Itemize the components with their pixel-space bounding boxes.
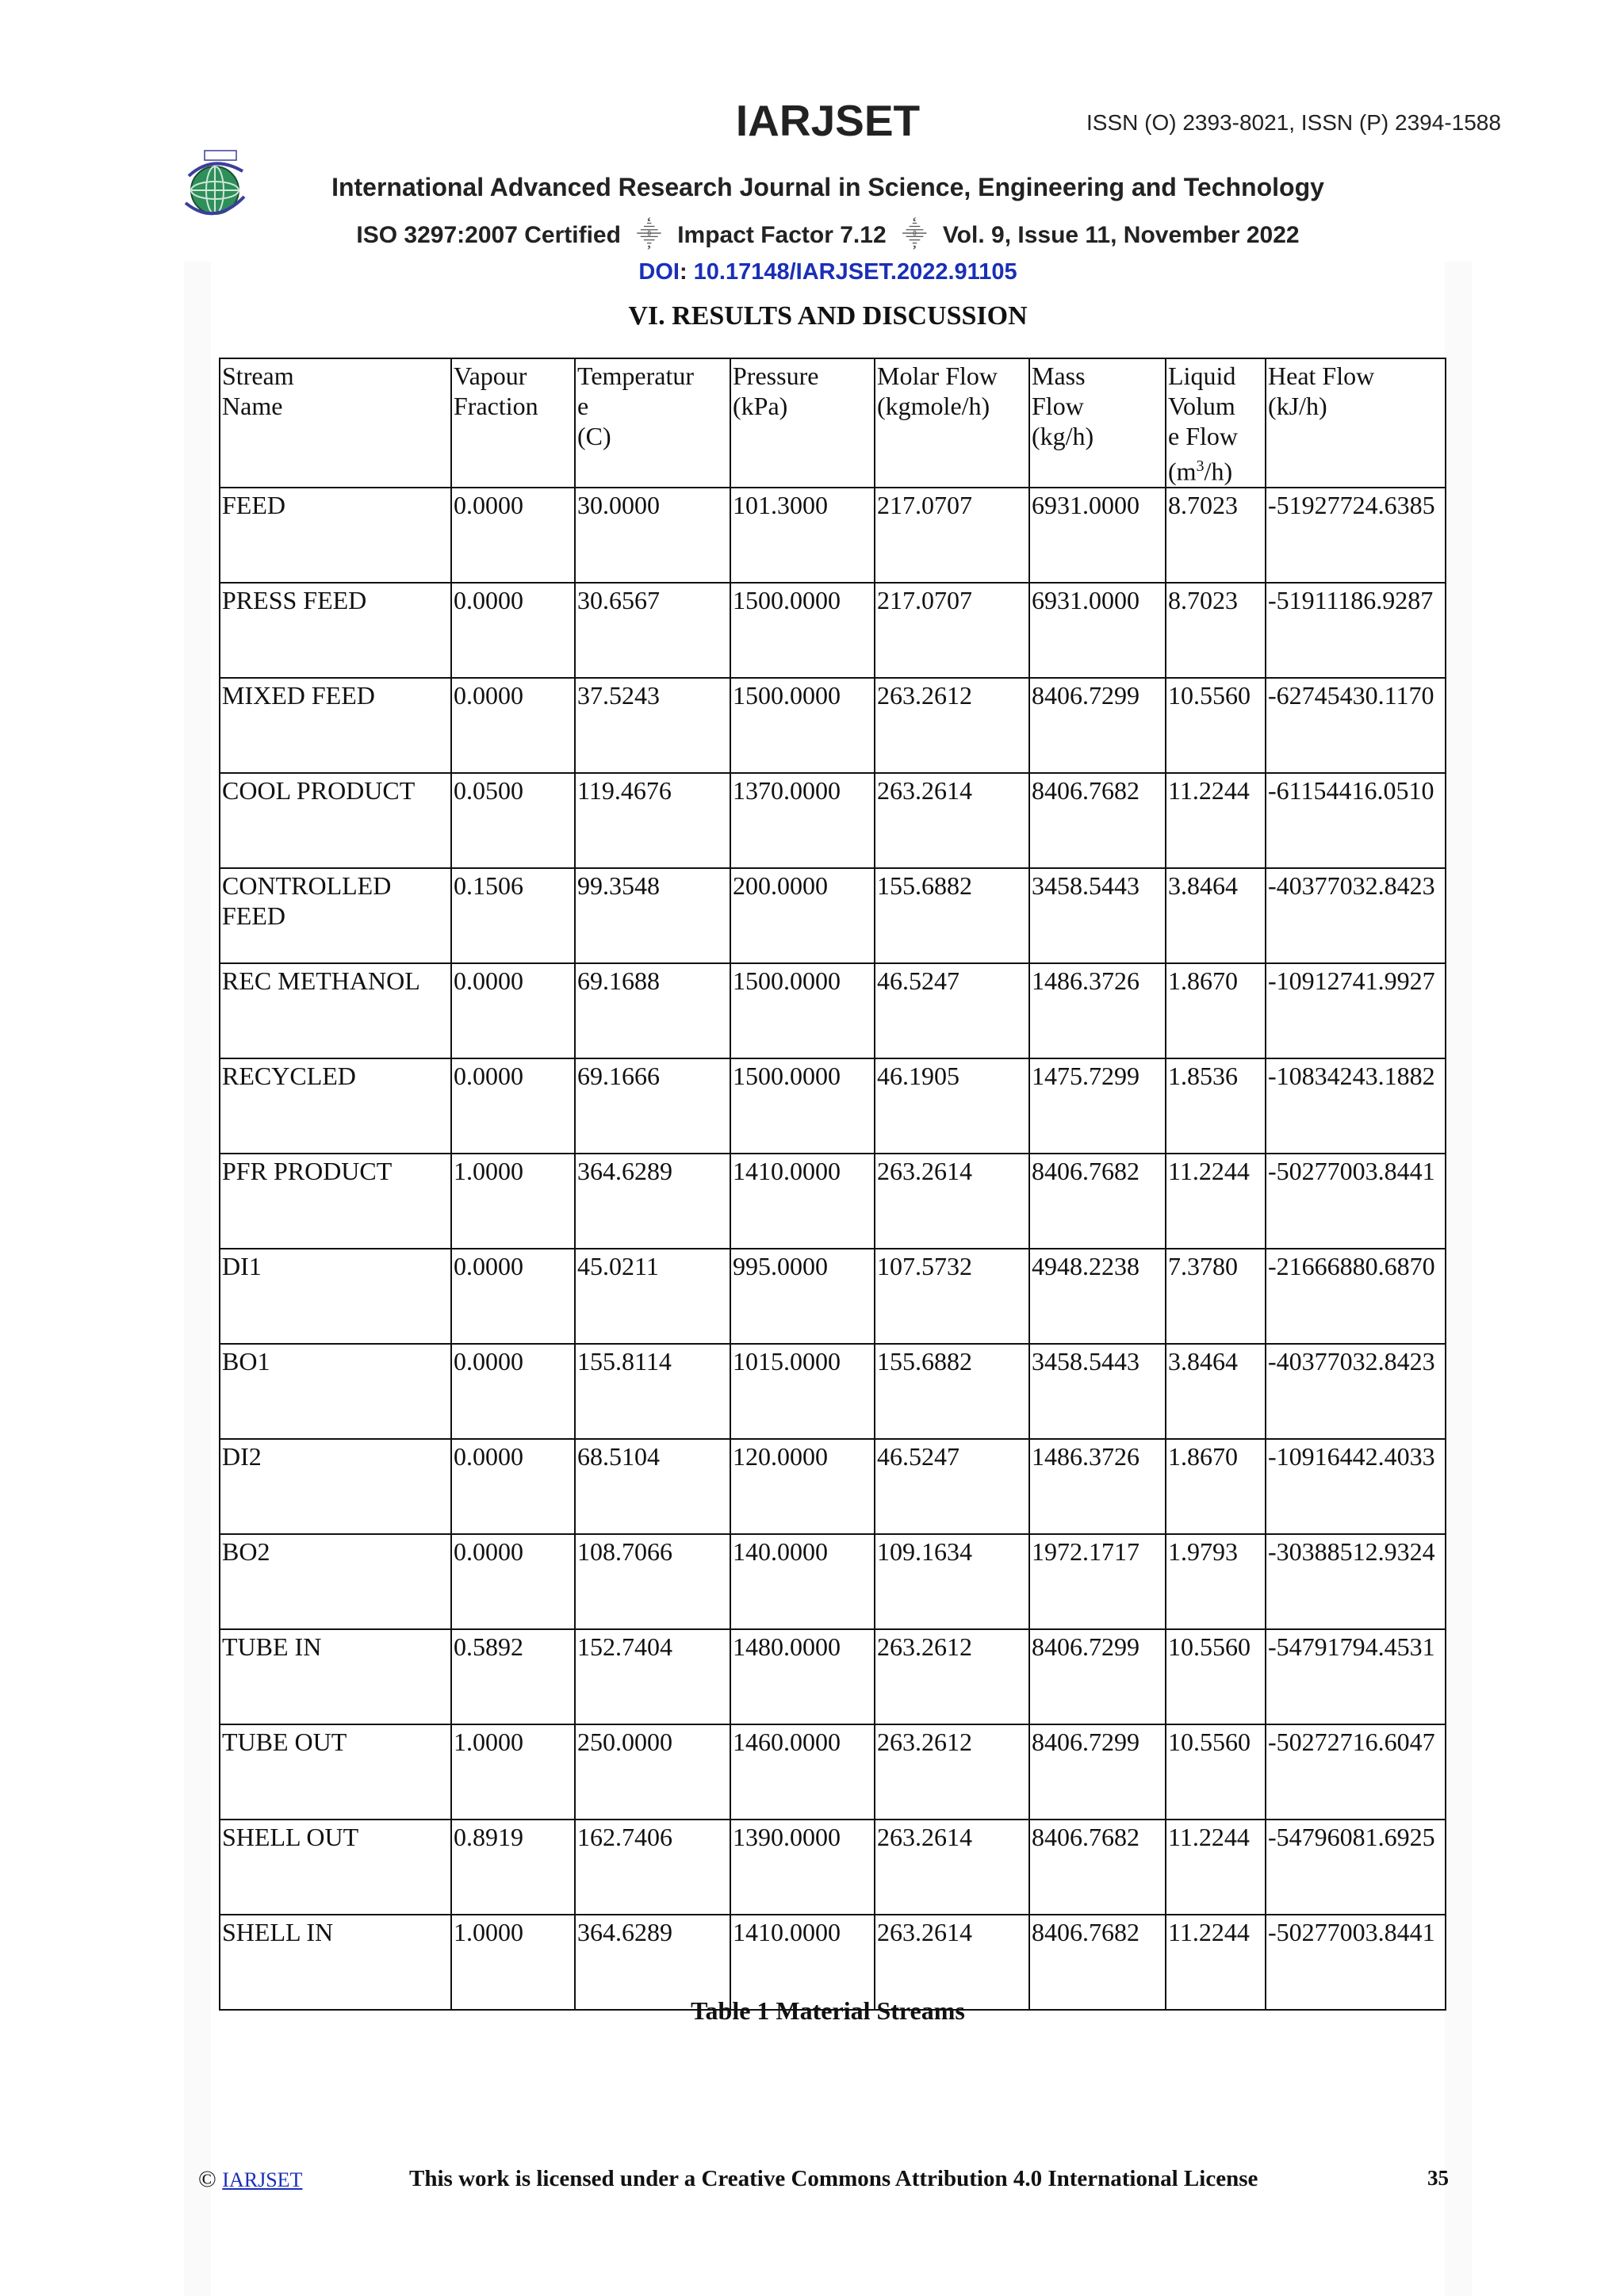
cell-mass-flow: 1972.1717 <box>1029 1534 1166 1629</box>
cell-heat-flow: -10834243.1882 <box>1266 1058 1446 1154</box>
cell-vapour-fraction: 0.0500 <box>451 773 575 868</box>
cell-temperature: 30.6567 <box>575 583 730 678</box>
cell-temperature: 155.8114 <box>575 1344 730 1439</box>
cell-mass-flow: 8406.7682 <box>1029 1915 1166 2010</box>
cell-pressure: 1480.0000 <box>730 1629 875 1724</box>
cell-heat-flow: -50277003.8441 <box>1266 1154 1446 1249</box>
col-header-pressure: Pressure (kPa) <box>730 358 875 488</box>
cell-vapour-fraction: 1.0000 <box>451 1915 575 2010</box>
cell-mass-flow: 8406.7682 <box>1029 1154 1166 1249</box>
cell-stream-name: BO2 <box>220 1534 451 1629</box>
cell-molar-flow: 46.5247 <box>875 963 1029 1058</box>
cell-pressure: 200.0000 <box>730 868 875 963</box>
cell-liquid-volume-flow: 11.2244 <box>1166 1820 1266 1915</box>
cell-heat-flow: -10912741.9927 <box>1266 963 1446 1058</box>
cell-stream-name: CONTROLLED FEED <box>220 868 451 963</box>
cell-vapour-fraction: 1.0000 <box>451 1154 575 1249</box>
cell-vapour-fraction: 0.0000 <box>451 1439 575 1534</box>
cell-pressure: 1500.0000 <box>730 963 875 1058</box>
cell-heat-flow: -40377032.8423 <box>1266 868 1446 963</box>
cell-vapour-fraction: 0.8919 <box>451 1820 575 1915</box>
table-row <box>220 1915 1446 2010</box>
cell-molar-flow: 107.5732 <box>875 1249 1029 1344</box>
col-header-stream-name: Stream Name <box>220 358 451 488</box>
cell-vapour-fraction: 0.5892 <box>451 1629 575 1724</box>
cell-liquid-volume-flow: 1.9793 <box>1166 1534 1266 1629</box>
cell-liquid-volume-flow: 1.8536 <box>1166 1058 1266 1154</box>
cell-vapour-fraction: 0.0000 <box>451 583 575 678</box>
cell-temperature: 37.5243 <box>575 678 730 773</box>
table-row <box>220 583 1446 678</box>
cell-mass-flow: 3458.5443 <box>1029 868 1166 963</box>
cell-mass-flow: 6931.0000 <box>1029 488 1166 583</box>
cell-heat-flow: -30388512.9324 <box>1266 1534 1446 1629</box>
cell-stream-name: REC METHANOL <box>220 963 451 1058</box>
table-row <box>220 488 1446 583</box>
cell-heat-flow: -50272716.6047 <box>1266 1724 1446 1820</box>
iarjset-footer-link[interactable]: IARJSET <box>222 2168 303 2191</box>
cell-temperature: 30.0000 <box>575 488 730 583</box>
table-row <box>220 1724 1446 1820</box>
cell-mass-flow: 8406.7682 <box>1029 1820 1166 1915</box>
cell-temperature: 45.0211 <box>575 1249 730 1344</box>
table-row <box>220 1820 1446 1915</box>
cell-mass-flow: 1486.3726 <box>1029 963 1166 1058</box>
cell-pressure: 101.3000 <box>730 488 875 583</box>
cell-stream-name: FEED <box>220 488 451 583</box>
section-title: VI. RESULTS AND DISCUSSION <box>628 301 1028 331</box>
cell-temperature: 364.6289 <box>575 1915 730 2010</box>
table-row <box>220 1439 1446 1534</box>
cell-stream-name: TUBE IN <box>220 1629 451 1724</box>
cell-mass-flow: 8406.7299 <box>1029 1724 1166 1820</box>
iso-certified: ISO 3297:2007 Certified <box>356 222 621 248</box>
cell-temperature: 68.5104 <box>575 1439 730 1534</box>
cell-stream-name: SHELL OUT <box>220 1820 451 1915</box>
journal-full-title: International Advanced Research Journal in Science, Engineering and Technology <box>331 173 1324 201</box>
col-header-molar-flow: Molar Flow (kgmole/h) <box>875 358 1029 488</box>
page-number: 35 <box>1427 2166 1449 2190</box>
cell-stream-name: TUBE OUT <box>220 1724 451 1820</box>
cell-pressure: 995.0000 <box>730 1249 875 1344</box>
cell-vapour-fraction: 0.0000 <box>451 1249 575 1344</box>
cell-vapour-fraction: 0.1506 <box>451 868 575 963</box>
cell-liquid-volume-flow: 3.8464 <box>1166 1344 1266 1439</box>
table-row <box>220 1154 1446 1249</box>
table-row <box>220 1249 1446 1344</box>
separator-icon: ⸎ <box>636 222 662 248</box>
table-row <box>220 773 1446 868</box>
cell-vapour-fraction: 0.0000 <box>451 488 575 583</box>
cell-molar-flow: 263.2612 <box>875 1724 1029 1820</box>
cell-heat-flow: -62745430.1170 <box>1266 678 1446 773</box>
footer-license: This work is licensed under a Creative Commons Attribution 4.0 International License <box>409 2166 1258 2191</box>
cell-molar-flow: 263.2614 <box>875 1915 1029 2010</box>
cell-heat-flow: -21666880.6870 <box>1266 1249 1446 1344</box>
copyright-symbol: © <box>198 2166 216 2192</box>
impact-factor: Impact Factor 7.12 <box>677 222 887 248</box>
cell-mass-flow: 4948.2238 <box>1029 1249 1166 1344</box>
certification-line <box>0 217 1624 250</box>
cell-stream-name: SHELL IN <box>220 1915 451 2010</box>
cell-liquid-volume-flow: 11.2244 <box>1166 1154 1266 1249</box>
cell-heat-flow: -61154416.0510 <box>1266 773 1446 868</box>
cell-pressure: 1500.0000 <box>730 583 875 678</box>
separator-icon: ⸎ <box>902 222 927 248</box>
cell-stream-name: DI2 <box>220 1439 451 1534</box>
cell-molar-flow: 155.6882 <box>875 1344 1029 1439</box>
cell-molar-flow: 263.2612 <box>875 678 1029 773</box>
table-row <box>220 1629 1446 1724</box>
cell-molar-flow: 217.0707 <box>875 488 1029 583</box>
cell-pressure: 1500.0000 <box>730 1058 875 1154</box>
cell-vapour-fraction: 0.0000 <box>451 1058 575 1154</box>
cell-mass-flow: 8406.7682 <box>1029 773 1166 868</box>
cell-vapour-fraction: 0.0000 <box>451 1534 575 1629</box>
cell-pressure: 1410.0000 <box>730 1915 875 2010</box>
cell-temperature: 99.3548 <box>575 868 730 963</box>
cell-liquid-volume-flow: 3.8464 <box>1166 868 1266 963</box>
cell-heat-flow: -40377032.8423 <box>1266 1344 1446 1439</box>
cell-stream-name: DI1 <box>220 1249 451 1344</box>
cell-temperature: 250.0000 <box>575 1724 730 1820</box>
cell-stream-name: MIXED FEED <box>220 678 451 773</box>
cell-molar-flow: 217.0707 <box>875 583 1029 678</box>
cell-vapour-fraction: 1.0000 <box>451 1724 575 1820</box>
table-caption: Table 1 Material Streams <box>691 1996 965 2025</box>
col-header-vapour-fraction: Vapour Fraction <box>451 358 575 488</box>
cell-stream-name: PFR PRODUCT <box>220 1154 451 1249</box>
cell-heat-flow: -54791794.4531 <box>1266 1629 1446 1724</box>
cell-molar-flow: 109.1634 <box>875 1534 1029 1629</box>
cell-mass-flow: 1486.3726 <box>1029 1439 1166 1534</box>
issn-line: ISSN (O) 2393-8021, ISSN (P) 2394-1588 <box>1086 110 1501 135</box>
cell-liquid-volume-flow: 11.2244 <box>1166 1915 1266 2010</box>
cell-temperature: 162.7406 <box>575 1820 730 1915</box>
cell-mass-flow: 3458.5443 <box>1029 1344 1166 1439</box>
col-header-temperature: Temperatur e (C) <box>575 358 730 488</box>
left-margin-band <box>184 262 211 2296</box>
volume-issue: Vol. 9, Issue 11, November 2022 <box>942 222 1300 248</box>
cell-molar-flow: 263.2614 <box>875 773 1029 868</box>
cell-pressure: 1460.0000 <box>730 1724 875 1820</box>
cell-liquid-volume-flow: 1.8670 <box>1166 963 1266 1058</box>
cell-mass-flow: 8406.7299 <box>1029 1629 1166 1724</box>
table-row <box>220 678 1446 773</box>
cell-pressure: 1015.0000 <box>730 1344 875 1439</box>
table-body <box>220 488 1446 2010</box>
col-header-heat-flow: Heat Flow (kJ/h) <box>1266 358 1446 488</box>
cell-mass-flow: 6931.0000 <box>1029 583 1166 678</box>
cell-pressure: 140.0000 <box>730 1534 875 1629</box>
cell-heat-flow: -54796081.6925 <box>1266 1820 1446 1915</box>
cell-molar-flow: 263.2614 <box>875 1154 1029 1249</box>
cell-vapour-fraction: 0.0000 <box>451 1344 575 1439</box>
col-header-mass-flow: Mass Flow (kg/h) <box>1029 358 1166 488</box>
cell-temperature: 119.4676 <box>575 773 730 868</box>
right-margin-band <box>1445 262 1472 2296</box>
cell-temperature: 108.7066 <box>575 1534 730 1629</box>
table-row <box>220 1534 1446 1629</box>
cell-heat-flow: -10916442.4033 <box>1266 1439 1446 1534</box>
cell-molar-flow: 46.5247 <box>875 1439 1029 1534</box>
cell-liquid-volume-flow: 7.3780 <box>1166 1249 1266 1344</box>
cell-vapour-fraction: 0.0000 <box>451 963 575 1058</box>
cell-pressure: 1390.0000 <box>730 1820 875 1915</box>
cell-temperature: 364.6289 <box>575 1154 730 1249</box>
cell-mass-flow: 1475.7299 <box>1029 1058 1166 1154</box>
doi-line: DOI: 10.17148/IARJSET.2022.91105 <box>638 259 1017 285</box>
cell-pressure: 1500.0000 <box>730 678 875 773</box>
cell-liquid-volume-flow: 10.5560 <box>1166 1724 1266 1820</box>
cell-pressure: 1410.0000 <box>730 1154 875 1249</box>
cell-liquid-volume-flow: 1.8670 <box>1166 1439 1266 1534</box>
cell-temperature: 69.1666 <box>575 1058 730 1154</box>
doi-label: DOI <box>638 259 680 285</box>
col-header-liquid-volume-flow: Liquid Volum e Flow $(m^3/h)$ <box>1166 358 1266 488</box>
cell-pressure: 120.0000 <box>730 1439 875 1534</box>
material-streams-table <box>219 358 1446 2011</box>
table-row <box>220 1344 1446 1439</box>
cell-molar-flow: 263.2614 <box>875 1820 1029 1915</box>
cell-stream-name: PRESS FEED <box>220 583 451 678</box>
cell-liquid-volume-flow: 8.7023 <box>1166 488 1266 583</box>
cell-molar-flow: 263.2612 <box>875 1629 1029 1724</box>
cell-stream-name: BO1 <box>220 1344 451 1439</box>
cell-vapour-fraction: 0.0000 <box>451 678 575 773</box>
cell-liquid-volume-flow: 8.7023 <box>1166 583 1266 678</box>
footer-copyright <box>198 2166 302 2193</box>
cell-stream-name: COOL PRODUCT <box>220 773 451 868</box>
cell-pressure: 1370.0000 <box>730 773 875 868</box>
doi-link[interactable]: 10.17148/IARJSET.2022.91105 <box>693 259 1017 285</box>
cell-stream-name: RECYCLED <box>220 1058 451 1154</box>
cell-molar-flow: 46.1905 <box>875 1058 1029 1154</box>
table-header-row <box>220 358 1446 488</box>
cell-liquid-volume-flow: 10.5560 <box>1166 1629 1266 1724</box>
cell-mass-flow: 8406.7299 <box>1029 678 1166 773</box>
cell-liquid-volume-flow: 11.2244 <box>1166 773 1266 868</box>
table-row <box>220 1058 1446 1154</box>
cell-molar-flow: 155.6882 <box>875 868 1029 963</box>
cell-temperature: 69.1688 <box>575 963 730 1058</box>
table-row <box>220 963 1446 1058</box>
table-row <box>220 868 1446 963</box>
cell-heat-flow: -50277003.8441 <box>1266 1915 1446 2010</box>
journal-short-title: IARJSET <box>735 96 921 145</box>
cell-liquid-volume-flow: 10.5560 <box>1166 678 1266 773</box>
cell-temperature: 152.7404 <box>575 1629 730 1724</box>
cell-heat-flow: -51927724.6385 <box>1266 488 1446 583</box>
cell-heat-flow: -51911186.9287 <box>1266 583 1446 678</box>
